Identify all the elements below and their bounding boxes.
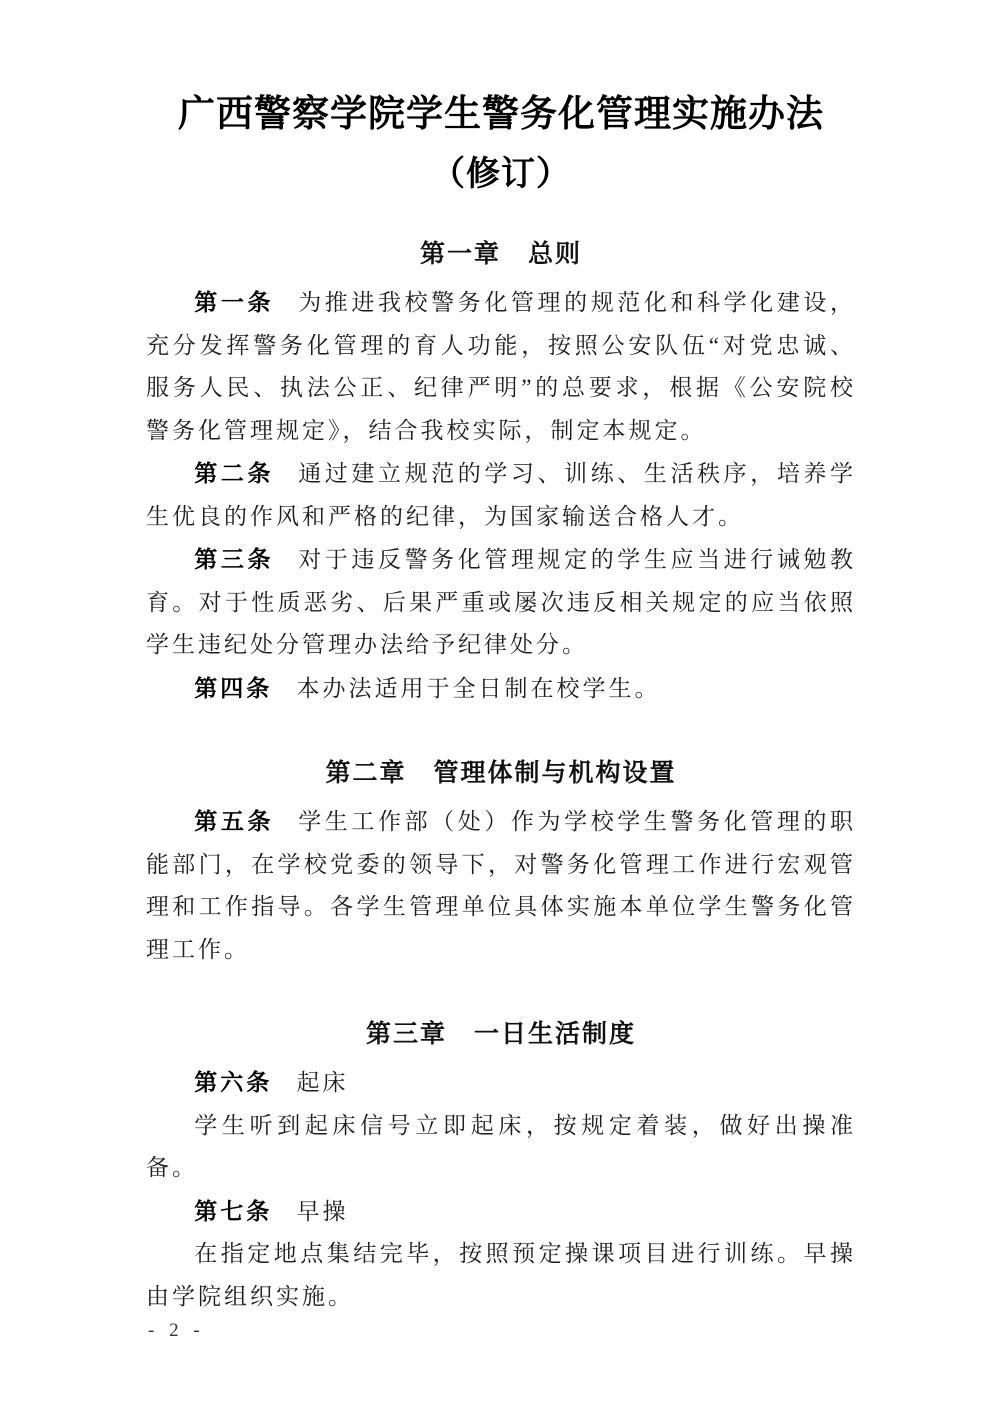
body-paragraph: 在指定地点集结完毕，按照预定操课项目进行训练。早操由学院组织实施。 bbox=[146, 1241, 856, 1309]
article-paragraph: 第二条 通过建立规范的学习、训练、生活秩序，培养学生优良的作风和严格的纪律，为国家输送合格人才。 bbox=[146, 460, 857, 529]
chapter-heading: 第一章 总则 bbox=[419, 240, 582, 268]
article-number: 第二条 bbox=[194, 460, 275, 486]
article-paragraph: 第三条 对于违反警务化管理规定的学生应当进行诫勉教育。对于性质恶劣、后果严重或屡次违反相关规定的应当依照学生违纪处分管理办法给予纪律处分。 bbox=[146, 546, 857, 657]
document-body bbox=[146, 233, 856, 1318]
article-paragraph: 第四条 本办法适用于全日制在校学生。 bbox=[194, 674, 661, 701]
page-number: - 2 - bbox=[148, 1320, 205, 1341]
article-number: 第一条 bbox=[194, 289, 275, 315]
document-subtitle: （修订） bbox=[431, 156, 571, 193]
chapter-heading: 第二章 管理体制与机构设置 bbox=[325, 759, 677, 787]
article-paragraph: 第七条 早操 bbox=[194, 1197, 349, 1224]
article-number: 第七条 bbox=[194, 1197, 273, 1224]
article-number: 第四条 bbox=[194, 674, 273, 701]
article-paragraph: 第六条 起床 bbox=[194, 1069, 349, 1095]
article-number: 第六条 bbox=[194, 1069, 273, 1095]
article-number: 第三条 bbox=[194, 546, 275, 572]
document-title: 广西警察学院学生警务化管理实施办法 bbox=[178, 94, 824, 135]
body-paragraph: 学生听到起床信号立即起床，按规定着装，做好出操准备。 bbox=[146, 1112, 856, 1180]
article-paragraph: 第五条 学生工作部（处）作为学校学生警务化管理的职能部门，在学校党委的领导下，对警务化管理工作进行宏观管理和工作指导。各学生管理单位具体实施本单位学生警务化管理工作。 bbox=[146, 808, 857, 962]
article-number: 第五条 bbox=[194, 808, 275, 834]
chapter-heading: 第三章 一日生活制度 bbox=[365, 1020, 636, 1048]
article-paragraph: 第一条 为推进我校警务化管理的规范化和科学化建设，充分发挥警务化管理的育人功能，按照公安队伍“对党忠诚、服务人民、执法公正、纪律严明”的总要求，根据《公安院校警务化管理规定》，结合我校实际，制定本规定。 bbox=[146, 289, 857, 443]
